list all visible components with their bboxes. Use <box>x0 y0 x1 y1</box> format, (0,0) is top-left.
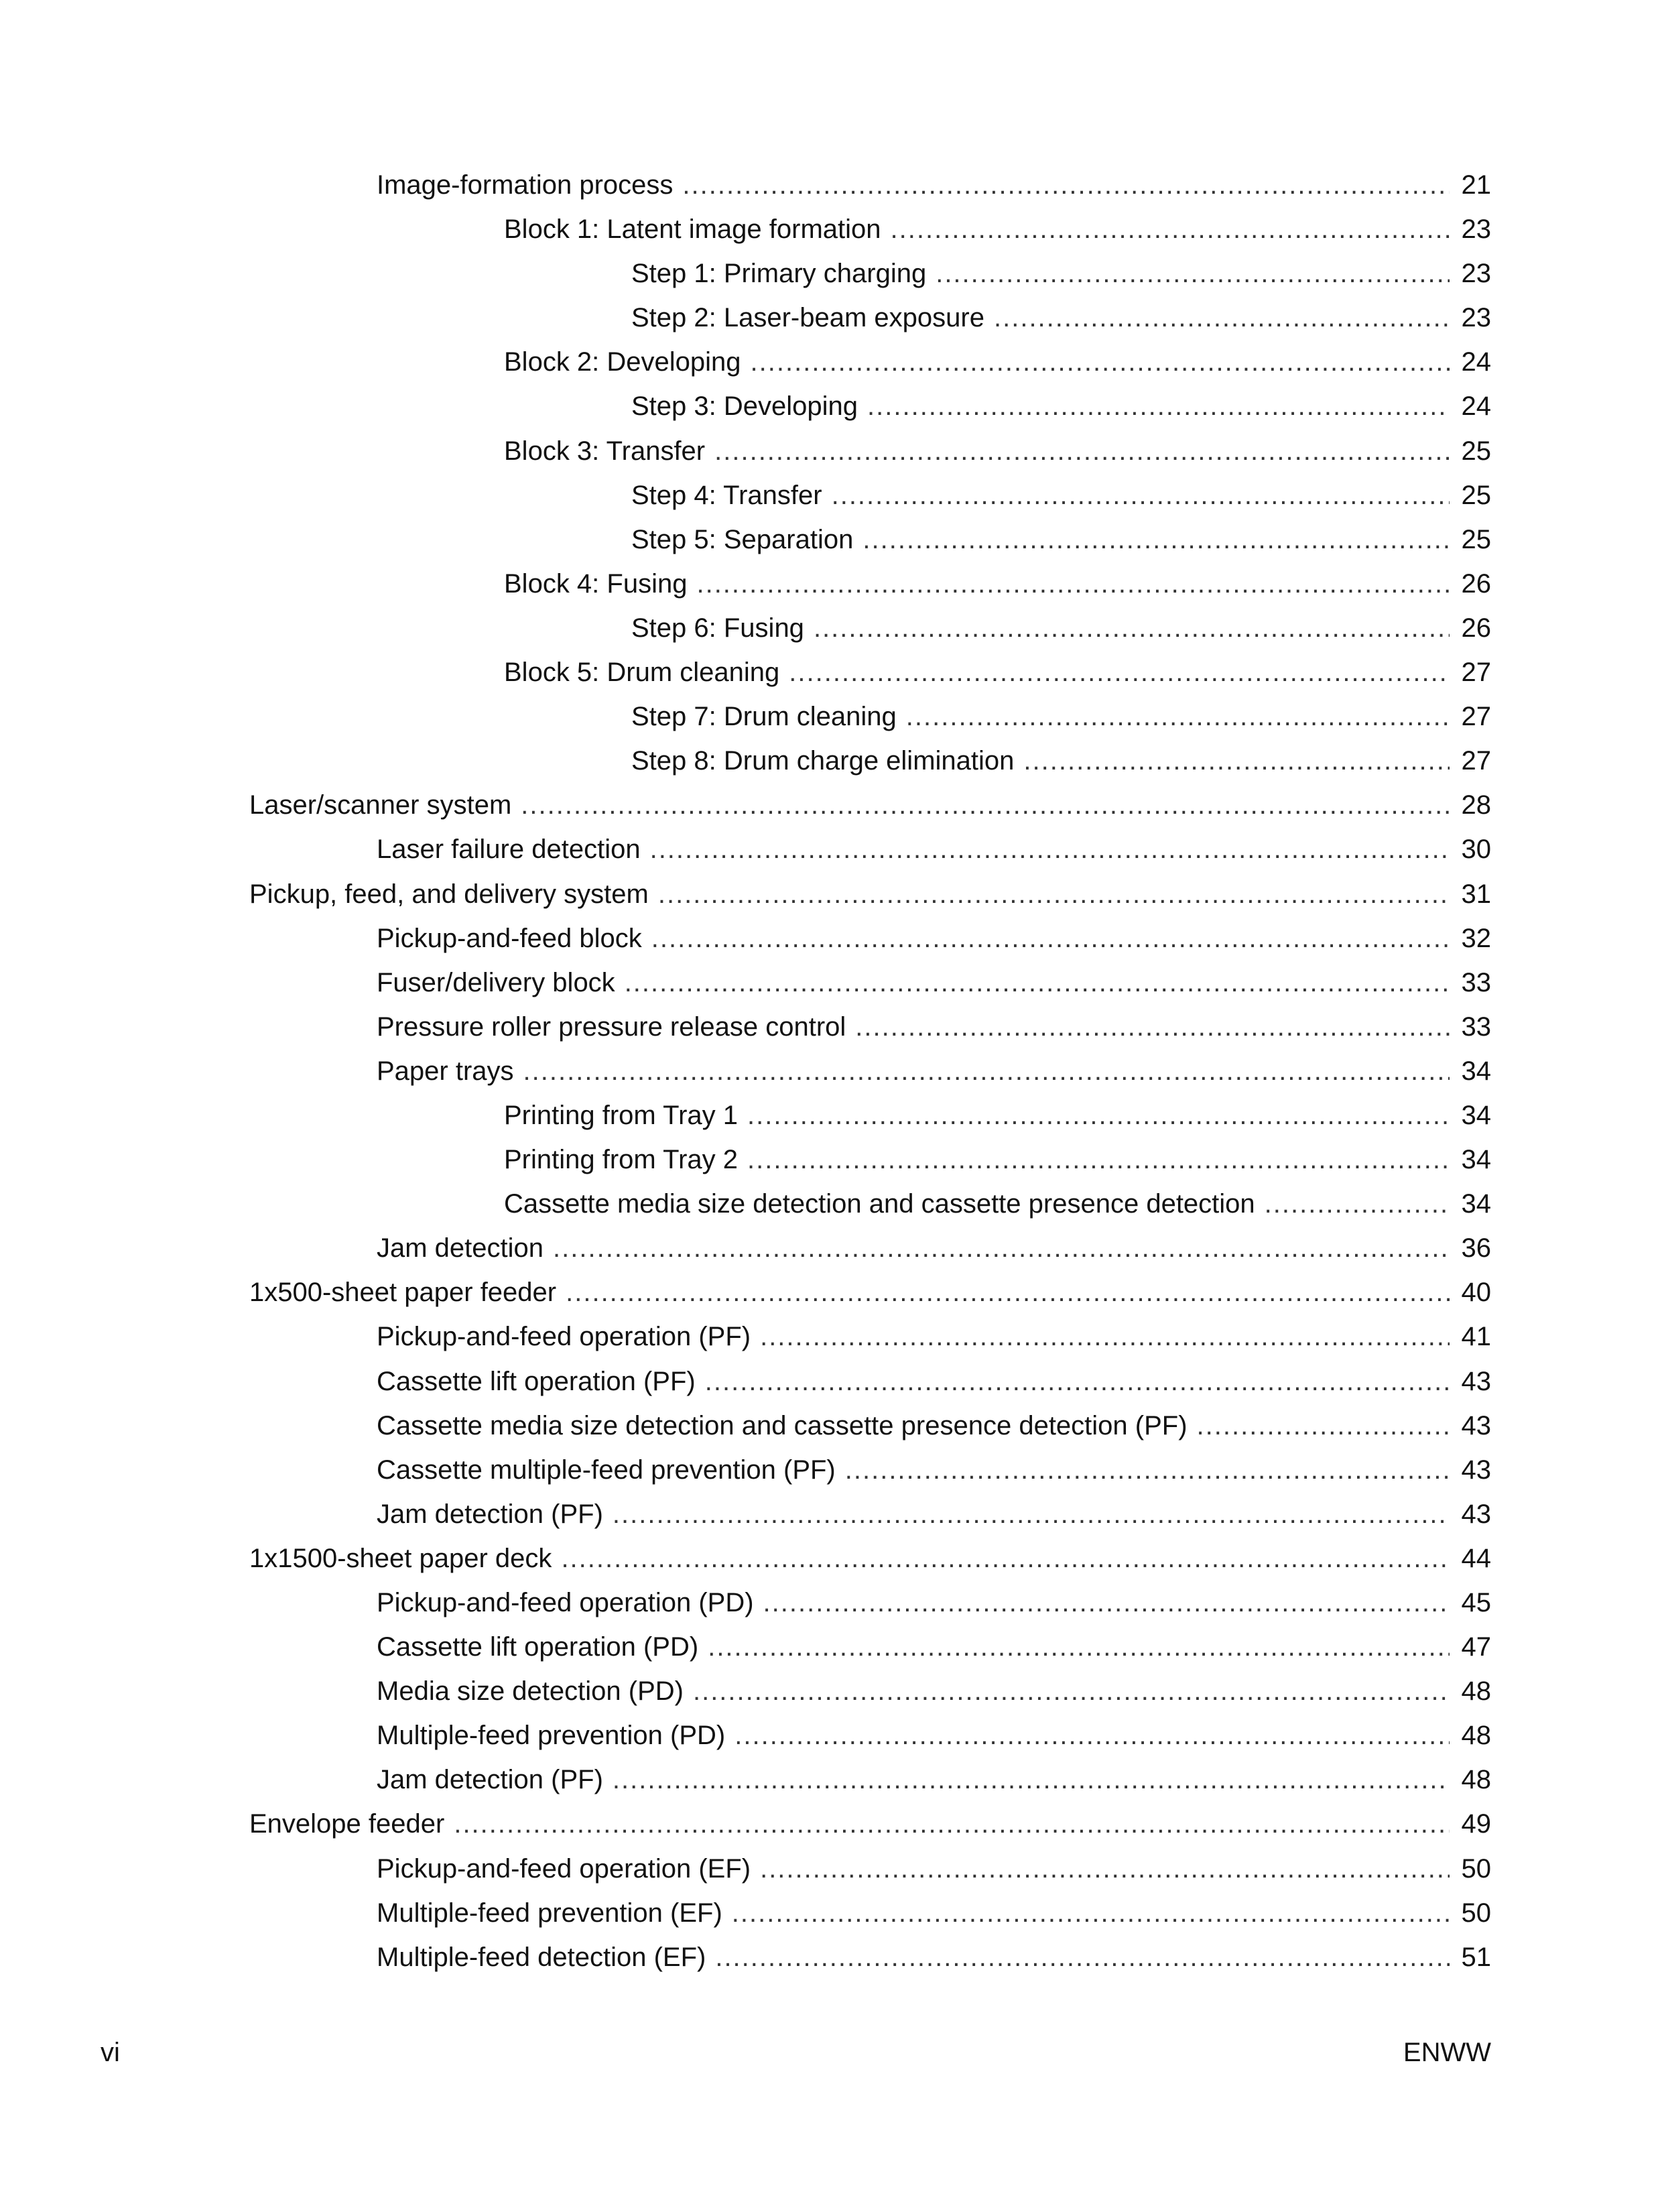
toc-entry-page: 33 <box>1461 967 1491 997</box>
toc-entry-page: 23 <box>1461 214 1491 245</box>
toc-entry-row <box>249 783 1491 827</box>
dot-leader <box>845 1448 1450 1492</box>
toc-entry-page: 47 <box>1461 1632 1491 1662</box>
toc-entry-title: Step 2: Laser-beam exposure <box>631 303 984 333</box>
toc-entry-row <box>377 1935 1491 1979</box>
toc-entry-row <box>504 1182 1491 1226</box>
toc-entry-row <box>377 1359 1491 1404</box>
toc-entry-page: 26 <box>1461 613 1491 643</box>
toc-entry[interactable] <box>0 1536 1662 1581</box>
dot-leader <box>714 429 1450 473</box>
dot-leader <box>454 1802 1450 1846</box>
toc-entry-title: Pickup-and-feed operation (PD) <box>377 1588 754 1617</box>
toc-entry-page: 31 <box>1461 879 1491 909</box>
toc-entry[interactable] <box>0 1581 1662 1625</box>
toc-entry-row <box>249 1270 1491 1314</box>
toc-entry-title: Envelope feeder <box>249 1809 445 1839</box>
toc-entry-title: Multiple-feed detection (EF) <box>377 1942 706 1972</box>
toc-entry[interactable] <box>0 1669 1662 1713</box>
toc-entry-title: 1x500-sheet paper feeder <box>249 1278 557 1308</box>
dot-leader <box>789 650 1450 694</box>
toc-entry-row <box>377 1005 1491 1049</box>
dot-leader <box>613 1492 1450 1536</box>
toc-entry-page: 43 <box>1461 1410 1491 1440</box>
toc-entry[interactable] <box>0 961 1662 1005</box>
dot-leader <box>994 296 1450 340</box>
dot-leader <box>763 1581 1450 1625</box>
toc-entry[interactable] <box>0 1758 1662 1802</box>
toc-entry-page: 45 <box>1461 1588 1491 1617</box>
toc-entry-title: Pickup-and-feed operation (EF) <box>377 1853 751 1884</box>
toc-entry[interactable] <box>0 473 1662 517</box>
toc-entry-title: Fuser/delivery block <box>377 967 615 997</box>
dot-leader <box>553 1226 1450 1270</box>
toc-entry-row <box>631 517 1491 562</box>
toc-entry[interactable] <box>0 562 1662 606</box>
toc-entry-page: 27 <box>1461 702 1491 732</box>
toc-entry-title: Block 5: Drum cleaning <box>504 658 780 688</box>
toc-entry-page: 34 <box>1461 1056 1491 1086</box>
toc-entry-page: 27 <box>1461 746 1491 776</box>
toc-entry-row <box>249 872 1491 916</box>
toc-entry-row <box>377 1758 1491 1802</box>
dot-leader <box>705 1359 1450 1404</box>
dot-leader <box>693 1669 1450 1713</box>
toc-entry[interactable] <box>0 1226 1662 1270</box>
toc-entry-title: Pickup-and-feed operation (PF) <box>377 1322 751 1352</box>
toc-entry-page: 43 <box>1461 1366 1491 1396</box>
toc-entry-title: Image-formation process <box>377 170 674 200</box>
footer-doc-code: ENWW <box>1403 2038 1491 2067</box>
toc-entry-page: 43 <box>1461 1455 1491 1485</box>
toc-entry-row <box>631 296 1491 340</box>
dot-leader <box>696 562 1450 606</box>
toc-entry-title: Block 3: Transfer <box>504 436 706 466</box>
toc-entry-page: 21 <box>1461 170 1491 200</box>
toc-entry-title: Step 5: Separation <box>631 524 854 554</box>
dot-leader <box>1197 1404 1450 1448</box>
toc-entry-row <box>377 1847 1491 1891</box>
toc-entry-row <box>377 1314 1491 1359</box>
toc-entry[interactable] <box>0 384 1662 428</box>
toc-entry-title: Block 4: Fusing <box>504 568 688 599</box>
toc-entry-row <box>377 1492 1491 1536</box>
toc-entry-page: 34 <box>1461 1189 1491 1219</box>
toc-entry-row <box>377 1049 1491 1093</box>
dot-leader <box>891 207 1450 251</box>
toc-entry-row <box>377 1891 1491 1935</box>
toc-entry[interactable] <box>0 251 1662 296</box>
toc-entry-row <box>631 384 1491 428</box>
toc-entry[interactable] <box>0 827 1662 871</box>
toc-entry[interactable] <box>0 872 1662 916</box>
toc-entry-page: 50 <box>1461 1853 1491 1884</box>
dot-leader <box>732 1891 1450 1935</box>
dot-leader <box>867 384 1450 428</box>
toc-entry[interactable] <box>0 1270 1662 1314</box>
toc-entry[interactable] <box>0 1138 1662 1182</box>
dot-leader <box>523 1049 1450 1093</box>
dot-leader <box>760 1314 1450 1359</box>
dot-leader <box>651 916 1450 961</box>
toc-entry-title: Step 1: Primary charging <box>631 259 927 289</box>
toc-entry-page: 50 <box>1461 1898 1491 1928</box>
toc-entry-page: 43 <box>1461 1499 1491 1529</box>
table-of-contents <box>0 163 1662 1979</box>
dot-leader <box>561 1536 1450 1581</box>
toc-entry-title: Step 3: Developing <box>631 391 858 422</box>
toc-entry-title: Cassette media size detection and cassette presence detection (PF) <box>377 1410 1188 1440</box>
dot-leader <box>855 1005 1450 1049</box>
toc-entry[interactable] <box>0 1802 1662 1846</box>
toc-entry-page: 40 <box>1461 1278 1491 1308</box>
toc-entry-page: 44 <box>1461 1543 1491 1573</box>
toc-entry-title: Multiple-feed prevention (EF) <box>377 1898 722 1928</box>
dot-leader <box>814 606 1450 650</box>
toc-entry-row <box>377 163 1491 207</box>
toc-entry[interactable] <box>0 739 1662 783</box>
toc-entry-row <box>504 207 1491 251</box>
toc-entry-row <box>504 340 1491 384</box>
toc-entry-row <box>377 1226 1491 1270</box>
toc-entry-title: Media size detection (PD) <box>377 1676 684 1707</box>
toc-entry-title: Laser failure detection <box>377 835 641 865</box>
dot-leader <box>936 251 1450 296</box>
toc-entry-page: 27 <box>1461 658 1491 688</box>
toc-entry-title: Cassette multiple-feed prevention (PF) <box>377 1455 836 1485</box>
toc-entry-title: Step 6: Fusing <box>631 613 804 643</box>
toc-entry-row <box>249 1802 1491 1846</box>
toc-entry[interactable] <box>0 340 1662 384</box>
toc-entry[interactable] <box>0 694 1662 739</box>
dot-leader <box>760 1847 1450 1891</box>
dot-leader <box>682 163 1450 207</box>
toc-entry-row <box>631 251 1491 296</box>
toc-entry-title: Jam detection <box>377 1233 544 1264</box>
toc-entry-title: Step 4: Transfer <box>631 480 822 510</box>
toc-entry-page: 36 <box>1461 1233 1491 1264</box>
toc-entry-page: 48 <box>1461 1721 1491 1751</box>
toc-entry[interactable] <box>0 1404 1662 1448</box>
toc-entry[interactable] <box>0 1492 1662 1536</box>
toc-entry-title: Laser/scanner system <box>249 790 512 820</box>
toc-entry-row <box>504 650 1491 694</box>
toc-entry[interactable] <box>0 1182 1662 1226</box>
dot-leader <box>734 1713 1450 1758</box>
toc-entry-title: Cassette media size detection and cassette presence detection <box>504 1189 1255 1219</box>
toc-entry-title: Block 2: Developing <box>504 347 741 377</box>
toc-entry-row <box>377 916 1491 961</box>
toc-entry[interactable] <box>0 1005 1662 1049</box>
dot-leader <box>751 340 1450 384</box>
toc-entry[interactable] <box>0 1314 1662 1359</box>
toc-entry-page: 28 <box>1461 790 1491 820</box>
toc-entry-page: 51 <box>1461 1942 1491 1972</box>
dot-leader <box>650 827 1450 871</box>
toc-entry-page: 24 <box>1461 347 1491 377</box>
toc-entry-row <box>504 1138 1491 1182</box>
toc-entry-row <box>377 827 1491 871</box>
toc-entry-title: Step 8: Drum charge elimination <box>631 746 1015 776</box>
toc-entry-row <box>504 1093 1491 1138</box>
toc-entry-page: 41 <box>1461 1322 1491 1352</box>
toc-entry-page: 30 <box>1461 835 1491 865</box>
toc-entry-title: Jam detection (PF) <box>377 1765 603 1795</box>
toc-entry-title: Multiple-feed prevention (PD) <box>377 1721 726 1751</box>
toc-entry-title: Step 7: Drum cleaning <box>631 702 897 732</box>
toc-entry-title: Cassette lift operation (PD) <box>377 1632 699 1662</box>
toc-entry-page: 25 <box>1461 524 1491 554</box>
toc-entry-row <box>504 429 1491 473</box>
toc-entry-page: 23 <box>1461 303 1491 333</box>
toc-entry[interactable] <box>0 606 1662 650</box>
dot-leader <box>521 783 1450 827</box>
toc-entry-row <box>631 473 1491 517</box>
toc-entry-row <box>504 562 1491 606</box>
toc-entry[interactable] <box>0 429 1662 473</box>
toc-entry[interactable] <box>0 163 1662 207</box>
dot-leader <box>613 1758 1450 1802</box>
toc-entry-row <box>377 1448 1491 1492</box>
toc-entry-row <box>631 739 1491 783</box>
footer-page-number: vi <box>101 2038 120 2067</box>
toc-entry-row <box>249 1536 1491 1581</box>
toc-entry-title: Paper trays <box>377 1056 514 1086</box>
toc-entry[interactable] <box>0 207 1662 251</box>
dot-leader <box>625 961 1450 1005</box>
toc-entry-row <box>377 1625 1491 1669</box>
toc-entry-page: 49 <box>1461 1809 1491 1839</box>
toc-entry-title: Block 1: Latent image formation <box>504 214 881 245</box>
toc-entry-row <box>631 606 1491 650</box>
dot-leader <box>566 1270 1450 1314</box>
toc-entry[interactable] <box>0 296 1662 340</box>
toc-entry-title: Pickup-and-feed block <box>377 923 642 953</box>
dot-leader <box>1265 1182 1450 1226</box>
dot-leader <box>1023 739 1450 783</box>
toc-entry-page: 34 <box>1461 1145 1491 1175</box>
toc-entry[interactable] <box>0 916 1662 961</box>
dot-leader <box>747 1093 1450 1138</box>
toc-entry[interactable] <box>0 517 1662 562</box>
toc-entry-title: Jam detection (PF) <box>377 1499 603 1529</box>
toc-entry-page: 33 <box>1461 1011 1491 1042</box>
toc-entry[interactable] <box>0 1891 1662 1935</box>
toc-entry-title: Pickup, feed, and delivery system <box>249 879 649 909</box>
dot-leader <box>708 1625 1450 1669</box>
toc-entry-title: Pressure roller pressure release control <box>377 1011 846 1042</box>
dot-leader <box>658 872 1450 916</box>
toc-entry-page: 48 <box>1461 1676 1491 1707</box>
toc-entry-title: Cassette lift operation (PF) <box>377 1366 696 1396</box>
toc-entry[interactable] <box>0 1847 1662 1891</box>
toc-entry[interactable] <box>0 650 1662 694</box>
toc-entry-page: 25 <box>1461 436 1491 466</box>
dot-leader <box>832 473 1450 517</box>
toc-entry-row <box>377 961 1491 1005</box>
toc-entry[interactable] <box>0 783 1662 827</box>
toc-entry-row <box>377 1669 1491 1713</box>
toc-entry[interactable] <box>0 1359 1662 1404</box>
dot-leader <box>862 517 1450 562</box>
toc-entry-page: 25 <box>1461 480 1491 510</box>
toc-entry-row <box>377 1404 1491 1448</box>
toc-entry-row <box>377 1581 1491 1625</box>
toc-entry[interactable] <box>0 1093 1662 1138</box>
toc-entry[interactable] <box>0 1713 1662 1758</box>
toc-entry-title: 1x1500-sheet paper deck <box>249 1543 552 1573</box>
toc-entry-page: 34 <box>1461 1100 1491 1130</box>
toc-entry-title: Printing from Tray 1 <box>504 1100 739 1130</box>
toc-entry[interactable] <box>0 1448 1662 1492</box>
toc-entry[interactable] <box>0 1625 1662 1669</box>
dot-leader <box>715 1935 1450 1979</box>
toc-entry-page: 26 <box>1461 568 1491 599</box>
toc-entry-title: Printing from Tray 2 <box>504 1145 739 1175</box>
dot-leader <box>747 1138 1450 1182</box>
dot-leader <box>906 694 1450 739</box>
toc-entry-row <box>631 694 1491 739</box>
toc-entry-page: 23 <box>1461 259 1491 289</box>
toc-entry[interactable] <box>0 1049 1662 1093</box>
toc-entry-page: 48 <box>1461 1765 1491 1795</box>
toc-entry[interactable] <box>0 1935 1662 1979</box>
toc-entry-page: 24 <box>1461 391 1491 422</box>
toc-entry-row <box>377 1713 1491 1758</box>
toc-entry-page: 32 <box>1461 923 1491 953</box>
